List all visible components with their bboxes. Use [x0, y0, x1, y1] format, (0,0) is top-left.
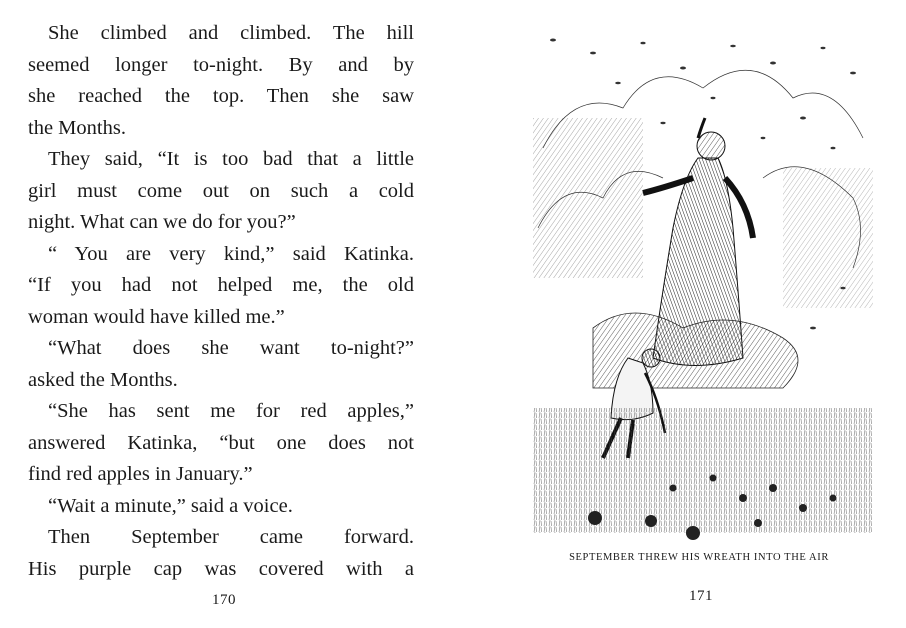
text-line: She climbed and climbed. The hill [48, 22, 414, 44]
text-line: woman would have killed me.” [28, 305, 285, 328]
text-line: They said, “It is too bad that a little [48, 148, 414, 170]
text-line: Then September came forward. [48, 526, 414, 548]
illustration-caption: SEPTEMBER THREW HIS WREATH INTO THE AIR [569, 552, 829, 563]
text-line: His purple cap was covered with a [28, 557, 414, 580]
text-line: “ You are very kind,” said Katinka. [48, 242, 414, 265]
text-line: answered Katinka, “but one does not [28, 431, 414, 454]
illustration-september-figure [533, 28, 873, 548]
body-text [28, 18, 414, 585]
text-line: she reached the top. Then she saw [28, 85, 414, 107]
right-page [453, 0, 906, 628]
text-line: “Wait a minute,” said a voice. [48, 494, 293, 517]
text-line: “She has sent me for red apples,” [48, 400, 414, 422]
text-line: night. What can we do for you?” [28, 211, 296, 233]
text-line: asked the Months. [28, 368, 178, 391]
text-line: seemed longer to-night. By and by [28, 53, 414, 76]
text-line: “If you had not helped me, the old [28, 274, 414, 296]
page-number-left: 170 [212, 592, 236, 608]
text-line: find red apples in January.” [28, 463, 253, 485]
text-line: “What does she want to-night?” [48, 337, 414, 359]
text-line: the Months. [28, 116, 126, 139]
text-line: girl must come out on such a cold [28, 179, 414, 202]
page-number-right: 171 [689, 588, 713, 604]
